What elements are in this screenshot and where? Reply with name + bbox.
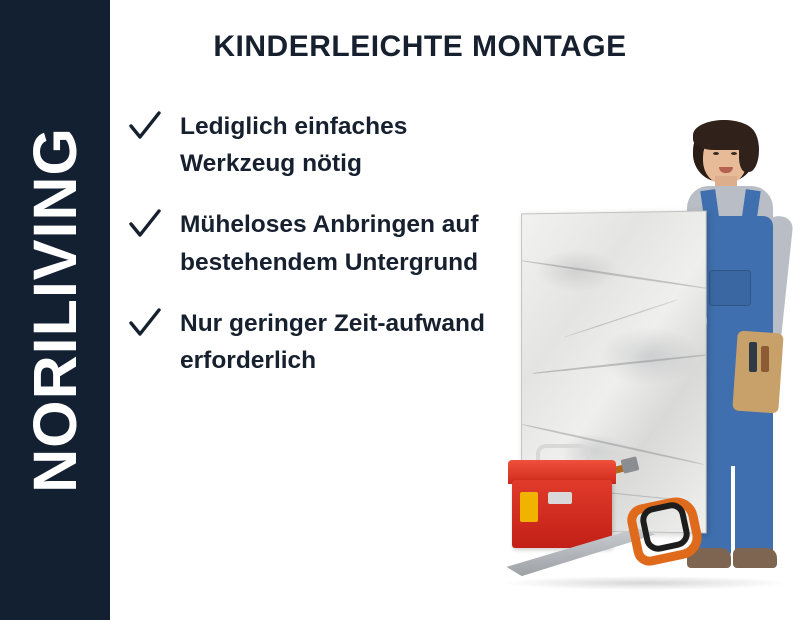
list-item (128, 108, 528, 182)
worker-toolbelt (732, 330, 783, 413)
toolbox-latch (548, 492, 572, 504)
marble-vein (532, 353, 706, 374)
worker-pocket (709, 270, 751, 306)
check-icon (128, 208, 162, 242)
marble-vein (521, 259, 707, 290)
page-title: KINDERLEICHTE MONTAGE (213, 30, 627, 63)
brand-name: NORILIVING (21, 127, 89, 493)
worker-shoe-right (733, 548, 777, 568)
worker-hair-side (739, 128, 759, 172)
check-icon (128, 110, 162, 144)
product-photo (490, 100, 800, 620)
toolbox-tray (520, 492, 538, 522)
worker-leg-right (735, 450, 773, 556)
worker-eye-left (713, 152, 719, 155)
worker-eye-right (731, 152, 737, 155)
belt-tool-screwdriver (749, 342, 757, 372)
marble-vein (564, 299, 678, 338)
ground-shadow (500, 576, 790, 590)
belt-tool-chisel (761, 346, 769, 372)
list-item-label: Nur geringer Zeit-aufwand erforderlich (180, 309, 485, 375)
feature-list (128, 108, 528, 403)
list-item-label: Lediglich einfaches Werkzeug nötig (180, 113, 408, 178)
list-item (128, 305, 528, 379)
list-item (128, 206, 528, 280)
check-icon (128, 307, 162, 341)
list-item-label: Müheloses Anbringen auf bestehendem Untergrund (180, 211, 479, 276)
brand-sidebar (0, 0, 110, 620)
